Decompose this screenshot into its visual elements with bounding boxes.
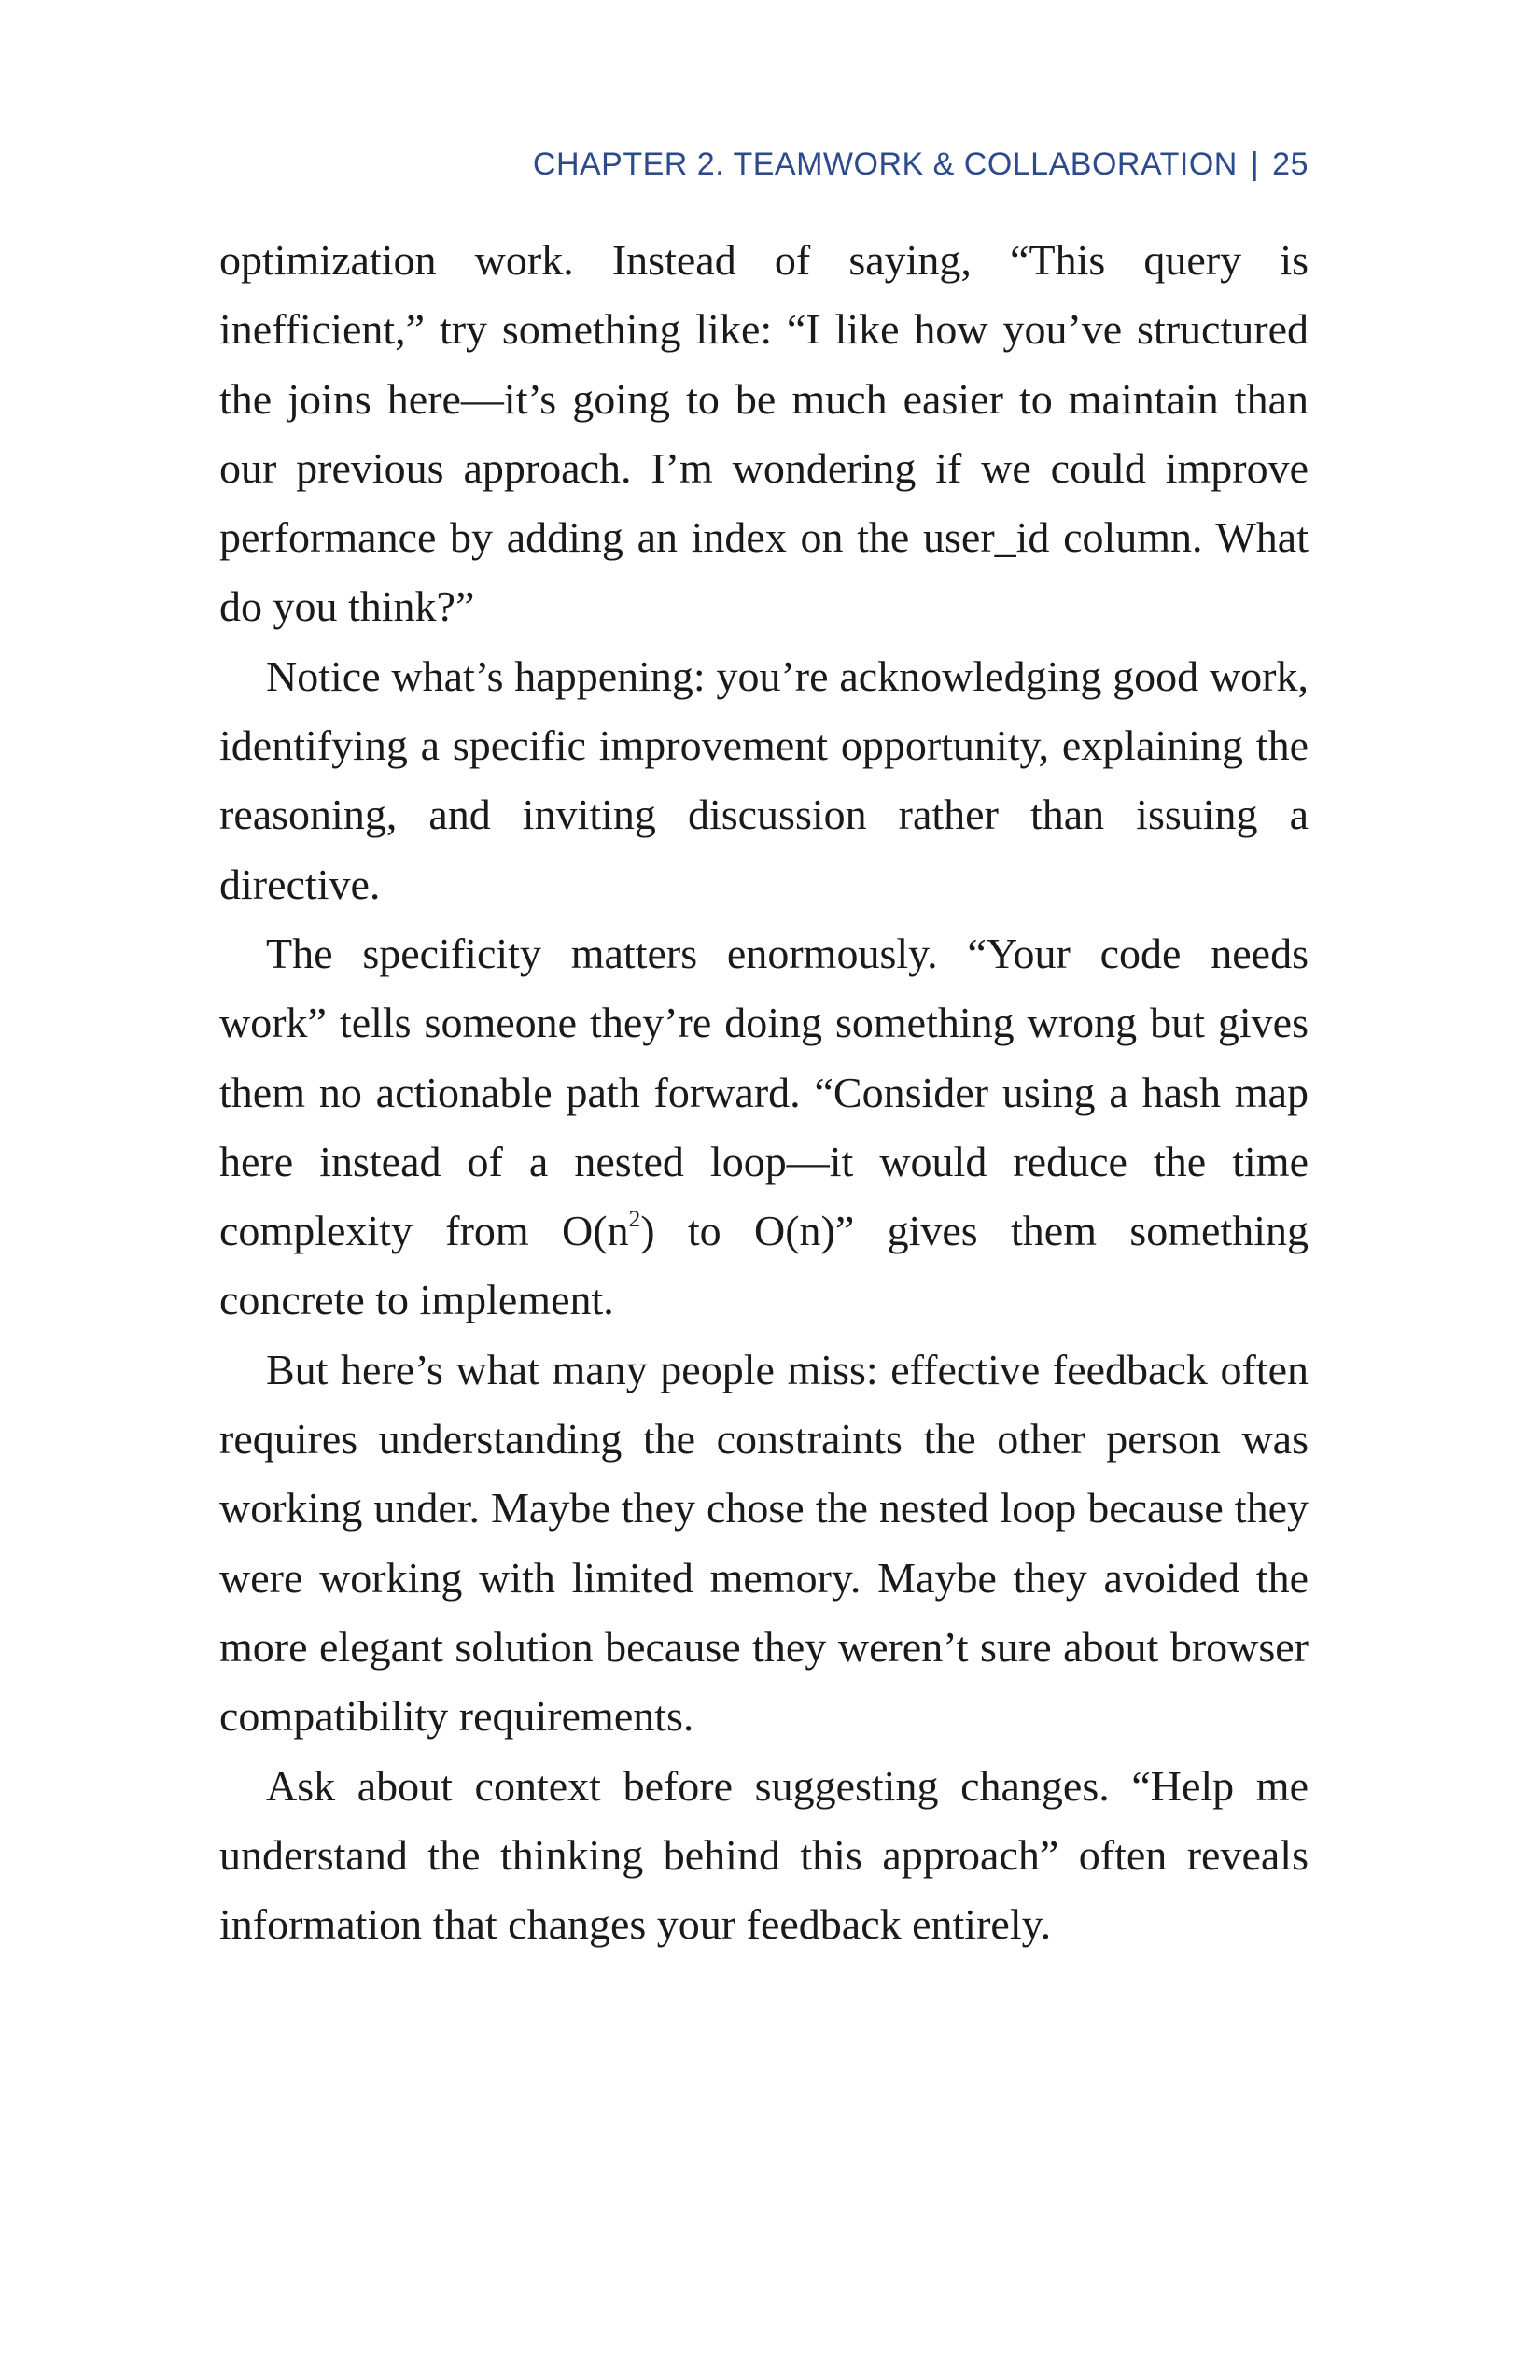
paragraph-3-text-after: ) to O(n)” gives them something concrete to implement. xyxy=(219,1207,1309,1324)
superscript-exponent: 2 xyxy=(628,1205,641,1232)
body-text xyxy=(219,226,1309,1959)
paragraph-3-text-before: The specificity matters enormously. “Your code needs work” tells someone they’re doing something wrong but gives them no actionable path forward. “Consider using a hash map here instead of a nested loop—it would reduce the time complexity from O(n xyxy=(219,929,1309,1255)
paragraph-5: Ask about context before suggesting changes. “Help me understand the thinking behind this approach” often reveals information that changes your feedback entirely. xyxy=(219,1761,1309,1949)
chapter-title: CHAPTER 2. TEAMWORK & COLLABORATION xyxy=(532,147,1238,182)
paragraph-2: Notice what’s happening: you’re acknowledging good work, identifying a specific improvement opportunity, explaining the reasoning, and inviting discussion rather than issuing a directive. xyxy=(219,651,1309,908)
paragraph-4: But here’s what many people miss: effective feedback often requires understanding the constraints the other person was working under. Maybe they chose the nested loop because they were working with limited memory. Maybe they avoided the more elegant solution because they weren’t sure about browser compatibility requirements. xyxy=(219,1345,1309,1741)
page-number: 25 xyxy=(1272,147,1309,182)
paragraph-3 xyxy=(219,919,1309,1336)
header-separator: | xyxy=(1250,147,1260,182)
running-header xyxy=(533,140,1309,189)
paragraph-1: optimization work. Instead of saying, “This query is inefficient,” try something like: “I like how you’ve structured the joins here—it’s going to be much easier to maintain than our previous approach. I’m wondering if we could improve performance by adding an index on the user_id column. What do you think?” xyxy=(219,236,1309,631)
